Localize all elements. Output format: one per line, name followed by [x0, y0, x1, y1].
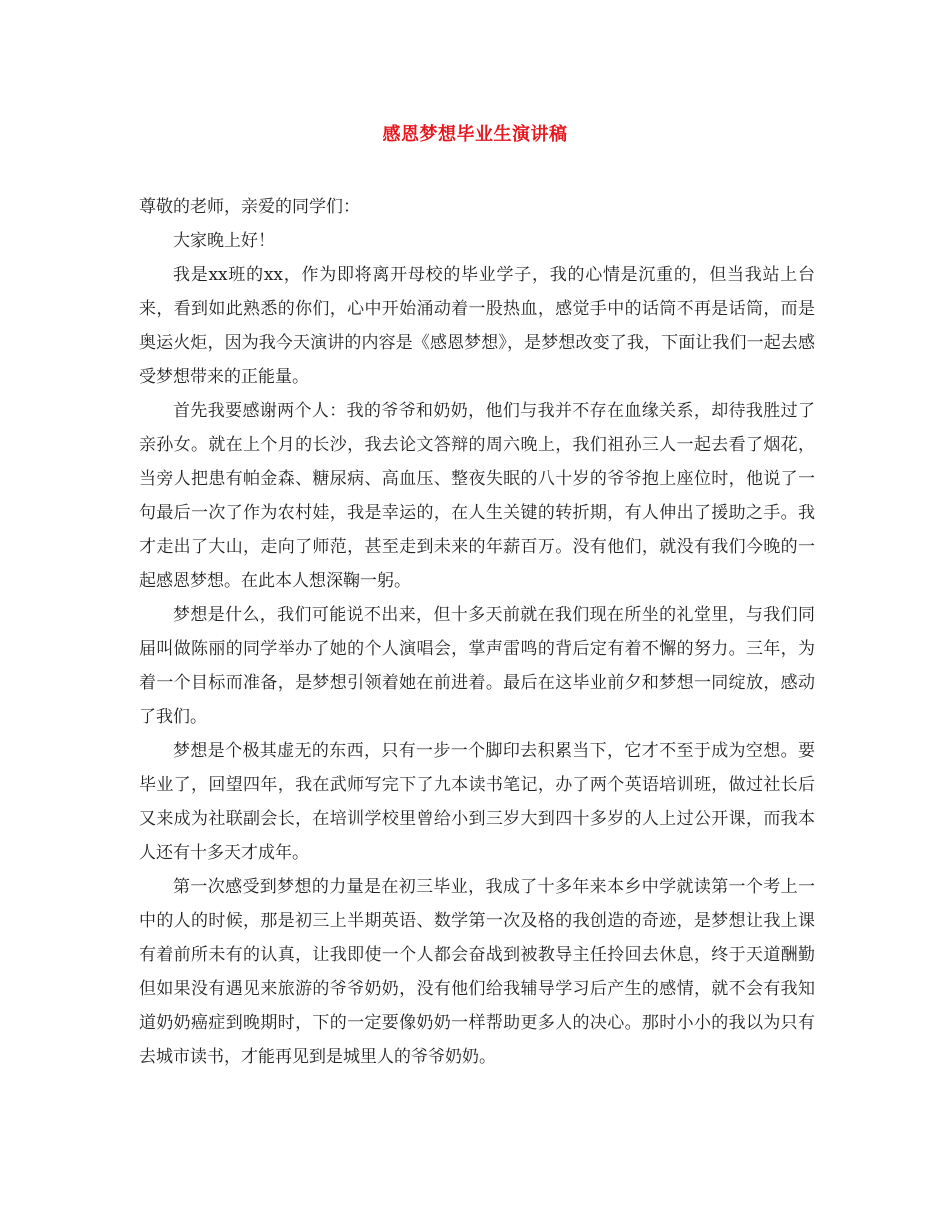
paragraph-greeting: 大家晚上好！ — [173, 231, 275, 251]
document-body — [139, 190, 815, 1074]
paragraph-gratitude: 首先我要感谢两个人：我的爷爷和奶奶，他们与我并不存在血缘关系，却待我胜过了亲孙女。就在上个月的长沙，我去论文答辩的周六晚上，我们祖孙三人一起去看了烟花，当旁人把患有帕金森、糖尿病、高血压、整夜失眠的八十岁的爷爷抱上座位时，他说了一句最后一次了作为农村娃，我是幸运的，在人生关键的转折期，有人伸出了援助之手。我才走出了大山，走向了师范，甚至走到未来的年薪百万。没有他们，就没有我们今晚的一起感恩梦想。在此本人想深鞠一躬。 — [139, 401, 815, 591]
paragraph-dream-definition: 梦想是什么，我们可能说不出来，但十多天前就在我们现在所坐的礼堂里，与我们同届叫做陈丽的同学举办了她的个人演唱会，掌声雷鸣的背后定有着不懈的努力。三年，为着一个目标而准备，是梦想引领着她在前进着。最后在这毕业前夕和梦想一同绽放，感动了我们。 — [139, 605, 815, 727]
salutation: 尊敬的老师，亲爱的同学们： — [139, 197, 360, 217]
document-title: 感恩梦想毕业生演讲稿 — [382, 124, 568, 145]
paragraph-introduction: 我是xx班的xx，作为即将离开母校的毕业学子，我的心情是沉重的，但当我站上台来，看到如此熟悉的你们，心中开始涌动着一股热血，感觉手中的话筒不再是话筒，而是奥运火炬，因为我今天演讲的内容是《感恩梦想》，是梦想改变了我，下面让我们一起去感受梦想带来的正能量。 — [139, 265, 815, 387]
paragraph-first-experience: 第一次感受到梦想的力量是在初三毕业，我成了十多年来本乡中学就读第一个考上一中的人的时候，那是初三上半期英语、数学第一次及格的我创造的奇迹，是梦想让我上课有着前所未有的认真，让我即使一个人都会奋战到被教导主任拎回去休息，终于天道酬勤但如果没有遇见来旅游的爷爷奶奶，没有他们给我辅导学习后产生的感情，就不会有我知道奶奶癌症到晚期时，下的一定要像奶奶一样帮助更多人的决心。那时小小的我以为只有去城市读书，才能再见到是城里人的爷爷奶奶。 — [139, 877, 815, 1067]
paragraph-dream-effort: 梦想是个极其虚无的东西，只有一步一个脚印去积累当下，它才不至于成为空想。要毕业了，回望四年，我在武师写完下了九本读书笔记，办了两个英语培训班，做过社长后又来成为社联副会长，在培训学校里曾给小到三岁大到四十多岁的人上过公开课，而我本人还有十多天才成年。 — [139, 741, 815, 863]
